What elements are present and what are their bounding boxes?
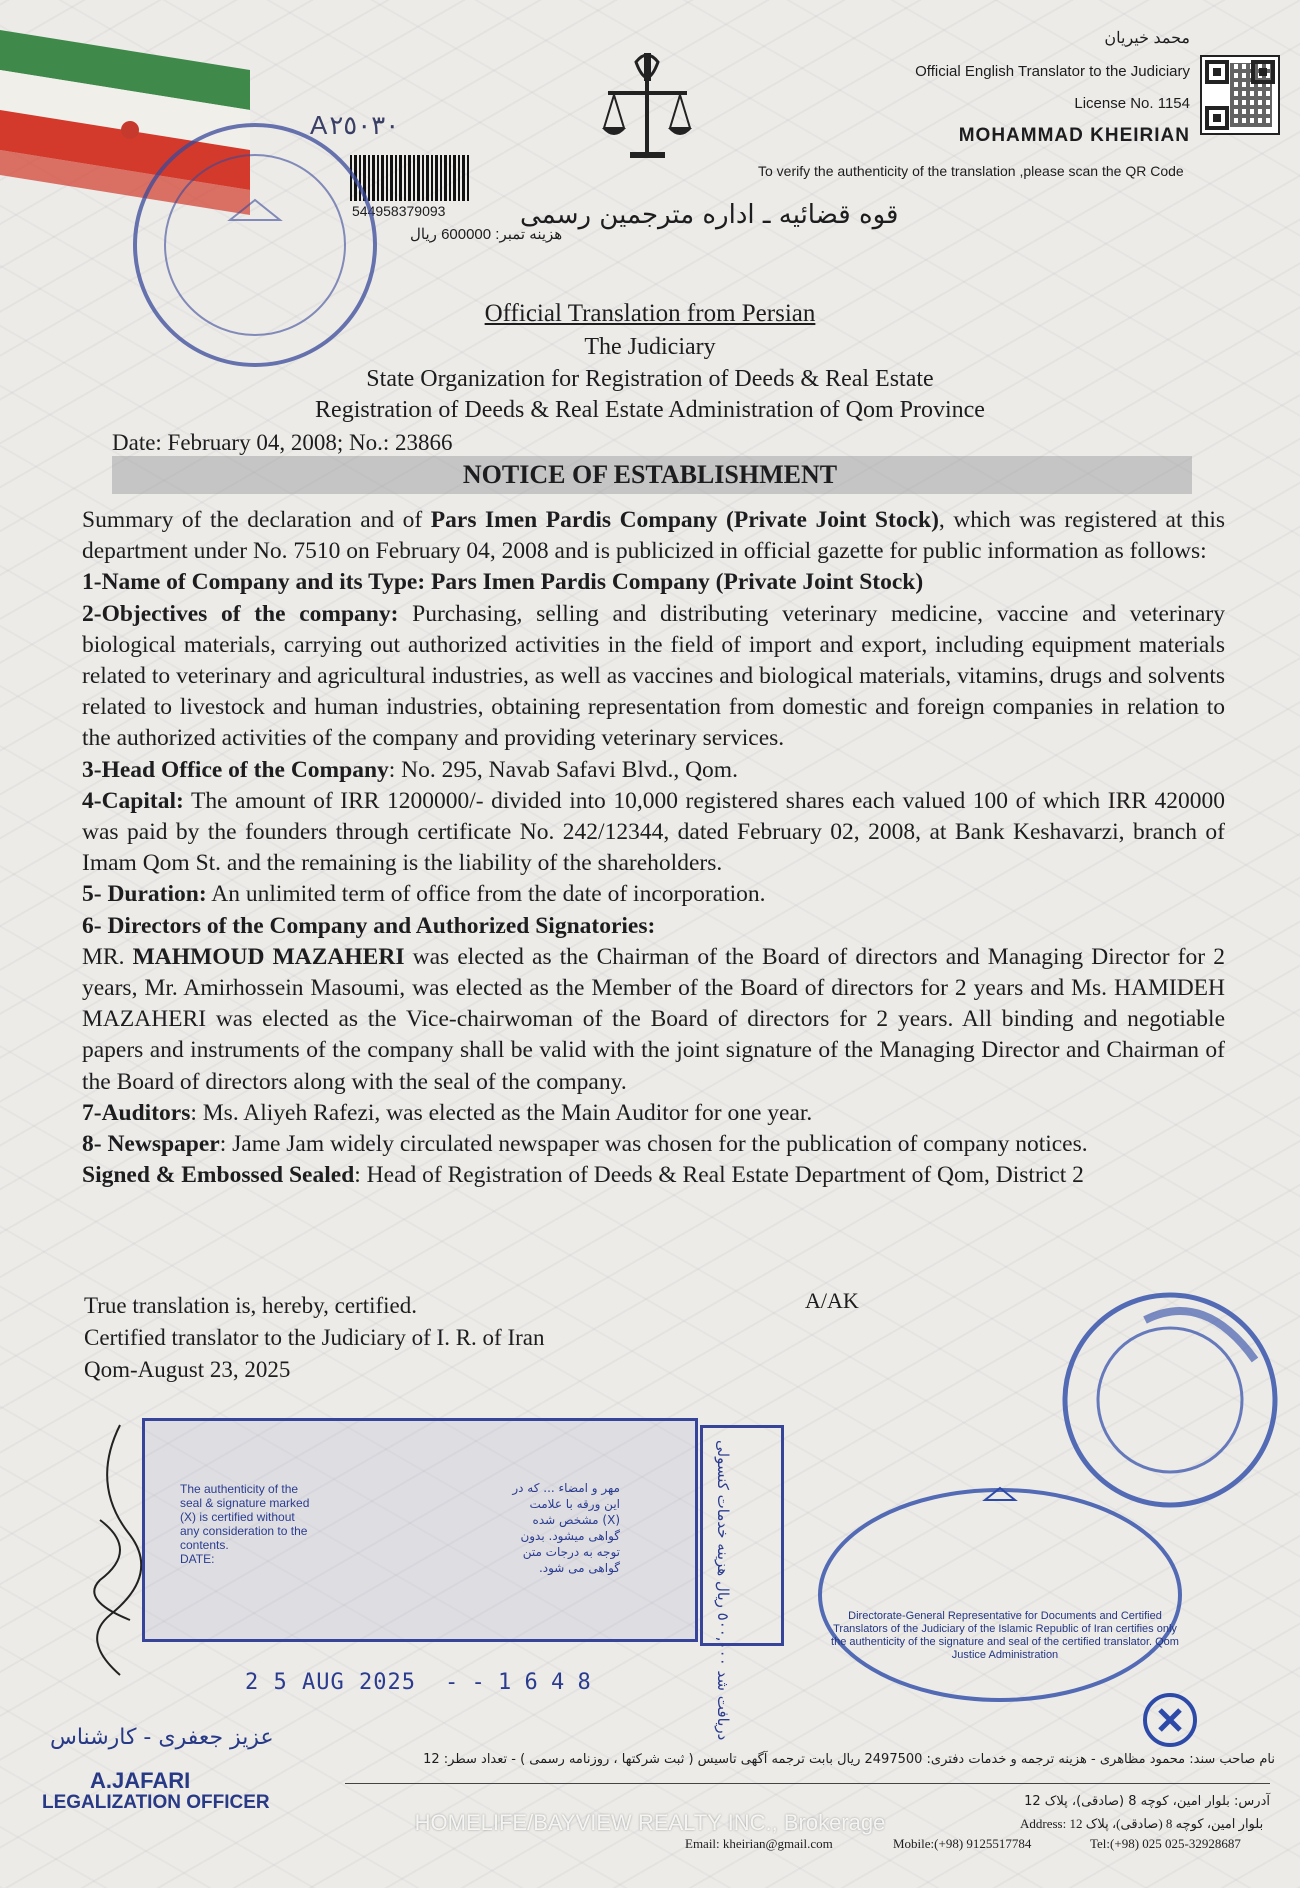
consular-fee-text: دریافت شد ٥٠٠,٠٠٠ ریال هزینه خدمات کنسولی: [714, 1440, 732, 1741]
officer-name: A.JAFARI: [90, 1768, 191, 1793]
item-head-office: 3-Head Office of the Company: No. 295, Navab Safavi Blvd., Qom.: [82, 756, 738, 783]
document-body: [82, 505, 1225, 1191]
item-objectives: 2-Objectives of the company: Purchasing, selling and distributing veterinary medicine, vaccine and veterinary biological materials, carrying out authorized activities in the field of import and export, including equipment materials related to veterinary and agricultural industries, as well as vaccines and biological materials, vitamins, drugs and solvents related to livestock and human industries, obtaining representation from domestic and foreign companies in relation to the authorized activities of the company and providing veterinary services.: [82, 600, 1225, 752]
translator-name: MOHAMMAD KHEIRIAN: [958, 125, 1190, 146]
org-line-3: Registration of Deeds & Real Estate Administration of Qom Province: [315, 397, 985, 423]
judiciary-scales-emblem-icon: [600, 48, 695, 168]
summary-paragraph: Summary of the declaration and of Pars Imen Pardis Company (Private Joint Stock), which was registered at this department under No. 7510 on February 04, 2008 and is publicized in official gazette for public information as follows:: [82, 507, 1225, 565]
directorate-oval-text: Directorate-General Representative for Documents and Certified Translators of the Judiciary of the Islamic Republic of Iran certifies only the authenticity of the signature and seal of the certified translator. Qom Justice Administration: [831, 1610, 1179, 1661]
legalization-number: - - 1 6 4 8: [445, 1670, 591, 1695]
item-newspaper: 8- Newspaper: Jame Jam widely circulated newspaper was chosen for the publication of company notices.: [82, 1131, 1088, 1158]
footer-en-address: Address: 12 بلوار امین، کوچه 8 (صادقی)، پلاک: [1020, 1816, 1264, 1831]
verify-note: To verify the authenticity of the translation ,please scan the QR Code: [758, 163, 1184, 179]
footer-divider: [345, 1783, 1270, 1784]
legalization-en-text: The authenticity of the seal & signature marked (X) is certified without any consideration to the contents. DATE:: [180, 1482, 310, 1566]
notice-heading: NOTICE OF ESTABLISHMENT: [462, 460, 838, 489]
license-number: License No. 1154: [1074, 95, 1190, 112]
translator-header: [915, 28, 1190, 152]
footer-mobile: Mobile:(+98) 9125517784: [893, 1836, 1032, 1851]
translators-office-fa: قوه قضائیه ـ اداره مترجمین رسمی: [520, 200, 899, 230]
qr-code-icon[interactable]: [1200, 55, 1280, 135]
stamp-fee: هزینه تمبر: 600000 ریال: [410, 226, 563, 243]
cert-line-3: Qom-August 23, 2025: [84, 1357, 291, 1382]
item-signed: Signed & Embossed Sealed: Head of Registration of Deeds & Real Estate Department of Qom, District 2: [82, 1162, 1084, 1189]
certification-block: [84, 1290, 545, 1386]
translator-title: Official English Translator to the Judiciary: [915, 63, 1190, 80]
directorate-oval-seal-icon: [810, 1480, 1190, 1710]
x-mark-icon: [1140, 1690, 1200, 1750]
barcode-number: 544958379093: [352, 203, 446, 219]
cert-line-1: True translation is, hereby, certified.: [84, 1293, 417, 1318]
footer-email: Email: kheirian@gmail.com: [685, 1836, 833, 1851]
footer-fa-line: نام صاحب سند: محمود مظاهری - هزینه ترجمه و خدمات دفتری: 2497500 ریال بابت ترجمه آگهی تاسیس ( ثبت شرکتها ، روزنامه رسمی ) - تعداد سطر: 12: [423, 1752, 1275, 1767]
consular-fee-stamp: [700, 1425, 784, 1646]
item-capital: 4-Capital: The amount of IRR 1200000/- divided into 10,000 registered shares each valued 100 of which IRR 420000 was paid by the founders through certificate No. 242/12344, dated February 02, 2008, at Bank Keshavarzi, branch of Imam Qom St. and the remaining is the liability of the shareholders.: [82, 787, 1225, 877]
translator-initials: A/AK: [805, 1288, 859, 1313]
org-line-2: State Organization for Registration of Deeds & Real Estate: [366, 366, 934, 392]
translation-title: Official Translation from Persian: [484, 300, 816, 327]
translator-name-fa: محمد خیریان: [1104, 30, 1190, 47]
legalization-date: 2 5 AUG 2025: [245, 1670, 416, 1695]
item-company-name: 1-Name of Company and its Type: Pars Imen Pardis Company (Private Joint Stock): [82, 569, 924, 596]
item-auditors: 7-Auditors: Ms. Aliyeh Rafezi, was elected as the Main Auditor for one year.: [82, 1099, 813, 1126]
footer-tel: Tel:(+98) 025 025-32928687: [1090, 1836, 1241, 1851]
item-duration: 5- Duration: An unlimited term of office from the date of incorporation.: [82, 881, 766, 908]
officer-name-fa: عزیز جعفری - کارشناس: [50, 1725, 274, 1750]
serial-number: A٢٥٠٣٠: [310, 110, 400, 140]
document-date: Date: February 04, 2008; No.: 23866: [112, 430, 453, 455]
item-directors-heading: 6- Directors of the Company and Authorized Signatories:: [82, 912, 656, 939]
item-directors: MR. MAHMOUD MAZAHERI was elected as the Chairman of the Board of directors and Managing Director for 2 years, Mr. Amirhossein Masoumi, was elected as the Member of the Board of directors for 2 years and Ms. HAMIDEH MAZAHERI was elected as the Vice-chairwoman of the Board of directors for 2 years. All binding and negotiable papers and instruments of the company shall be valid with the joint signature of the Managing Director and Chairman of the Board of directors along with the seal of the company.: [82, 943, 1225, 1095]
brokerage-watermark: HOMELIFE/BAYVIEW REALTY INC., Brokerage: [414, 1810, 886, 1835]
cert-line-2: Certified translator to the Judiciary of I. R. of Iran: [84, 1325, 545, 1350]
officer-title: LEGALIZATION OFFICER: [42, 1792, 270, 1813]
footer-fa-address: آدرس: بلوار امین، کوچه 8 (صادقی)، پلاک 12: [1024, 1794, 1270, 1809]
org-line-1: The Judiciary: [584, 334, 716, 360]
legalization-fa-text: مهر و امضاء ... که در این ورقه با علامت (X) مشخص شده گواهی میشود. بدون توجه به درجات متن گواهی می شود.: [512, 1481, 620, 1575]
